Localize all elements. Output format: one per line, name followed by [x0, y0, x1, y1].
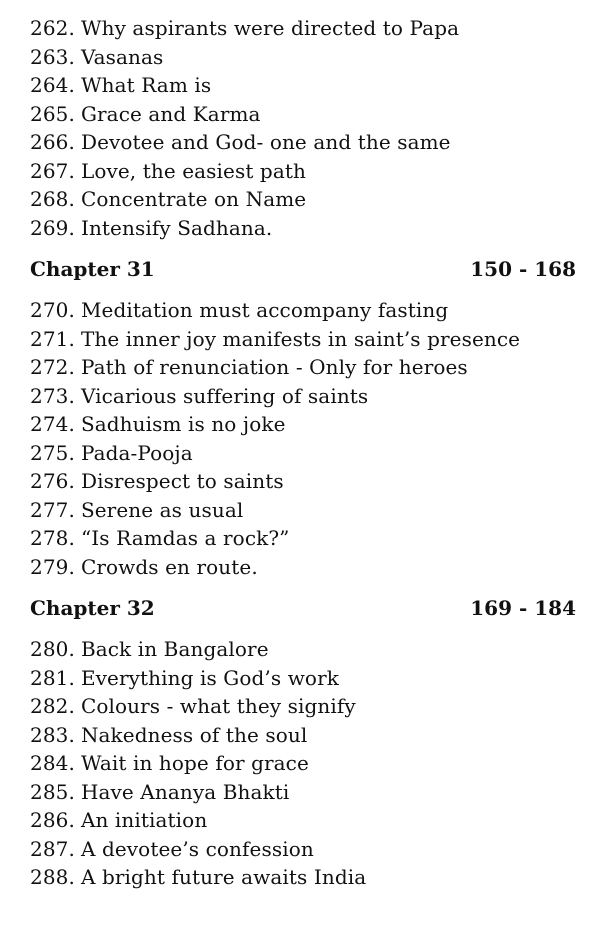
item-number: 287. [30, 836, 75, 861]
contents-item [30, 863, 578, 892]
contents-item [30, 778, 578, 807]
contents-item [30, 664, 578, 693]
item-number: 264. [30, 73, 75, 97]
item-title: Intensify Sadhana. [80, 215, 273, 240]
item-number: 286. [30, 808, 75, 832]
item-number: 269. [30, 215, 75, 240]
item-number: 283. [30, 722, 75, 747]
item-number: 284. [30, 751, 75, 775]
item-number: 278. [30, 526, 75, 550]
chapter-section [30, 594, 578, 892]
item-number: 274. [30, 412, 75, 436]
chapter-title: Chapter 31 [30, 257, 155, 281]
contents-item [30, 325, 578, 354]
contents-item [30, 496, 578, 525]
contents-item [30, 157, 578, 186]
item-number: 271. [30, 326, 75, 351]
item-number: 262. [30, 16, 75, 40]
contents-section [30, 14, 578, 242]
contents-item [30, 71, 578, 100]
contents-item [30, 296, 578, 325]
item-number: 265. [30, 101, 75, 126]
item-title: “Is Ramdas a rock?” [80, 526, 290, 550]
item-title: Vasanas [80, 44, 164, 69]
contents-item [30, 806, 578, 835]
item-number: 277. [30, 497, 75, 522]
item-number: 270. [30, 298, 75, 322]
item-title: Why aspirants were directed to Papa [80, 16, 460, 40]
item-title: Sadhuism is no joke [80, 412, 286, 436]
item-number: 263. [30, 44, 75, 69]
chapter-page-range: 169 - 184 [470, 596, 576, 620]
item-title: Vicarious suffering of saints [80, 383, 369, 408]
contents-item [30, 214, 578, 243]
item-title: Nakedness of the soul [80, 722, 308, 747]
contents-item [30, 14, 578, 43]
item-number: 275. [30, 440, 75, 465]
contents-item [30, 692, 578, 721]
item-title: Everything is God’s work [80, 665, 339, 690]
item-number: 272. [30, 355, 75, 379]
item-title: Have Ananya Bhakti [80, 779, 290, 804]
chapter-heading [30, 594, 578, 622]
item-number: 280. [30, 637, 75, 661]
item-title: A devotee’s confession [80, 836, 314, 861]
item-title: Love, the easiest path [80, 158, 306, 183]
item-title: Concentrate on Name [80, 187, 307, 211]
item-title: Pada-Pooja [80, 440, 193, 465]
contents-item [30, 185, 578, 214]
item-number: 281. [30, 665, 75, 690]
contents-item [30, 128, 578, 157]
item-title: Wait in hope for grace [80, 751, 309, 775]
contents-item [30, 353, 578, 382]
item-title: Devotee and God- one and the same [80, 130, 451, 154]
contents-item [30, 100, 578, 129]
chapter-page-range: 150 - 168 [470, 257, 576, 281]
item-number: 273. [30, 383, 75, 408]
item-number: 268. [30, 187, 75, 211]
item-title: Back in Bangalore [80, 637, 269, 661]
item-title: An initiation [80, 808, 208, 832]
item-number: 276. [30, 469, 75, 493]
contents-item [30, 635, 578, 664]
contents-item [30, 553, 578, 582]
item-title: A bright future awaits India [80, 865, 367, 889]
item-title: Colours - what they signify [80, 694, 356, 718]
item-title: Grace and Karma [80, 101, 261, 126]
item-number: 267. [30, 158, 75, 183]
contents-item [30, 439, 578, 468]
item-number: 279. [30, 554, 75, 579]
item-title: The inner joy manifests in saint’s presence [80, 326, 521, 351]
item-title: Meditation must accompany fasting [80, 298, 449, 322]
contents-item [30, 721, 578, 750]
chapter-section [30, 255, 578, 581]
contents-item [30, 835, 578, 864]
contents-item [30, 524, 578, 553]
item-number: 266. [30, 130, 75, 154]
chapter-title: Chapter 32 [30, 596, 155, 620]
contents-page [30, 14, 578, 892]
item-title: What Ram is [80, 73, 212, 97]
item-title: Path of renunciation - Only for heroes [80, 355, 468, 379]
contents-item [30, 43, 578, 72]
item-title: Disrespect to saints [80, 469, 284, 493]
contents-item [30, 382, 578, 411]
contents-item [30, 467, 578, 496]
item-title: Serene as usual [80, 497, 244, 522]
contents-item [30, 749, 578, 778]
chapter-heading [30, 255, 578, 283]
item-number: 282. [30, 694, 75, 718]
item-number: 288. [30, 865, 75, 889]
item-number: 285. [30, 779, 75, 804]
item-title: Crowds en route. [80, 554, 258, 579]
contents-item [30, 410, 578, 439]
